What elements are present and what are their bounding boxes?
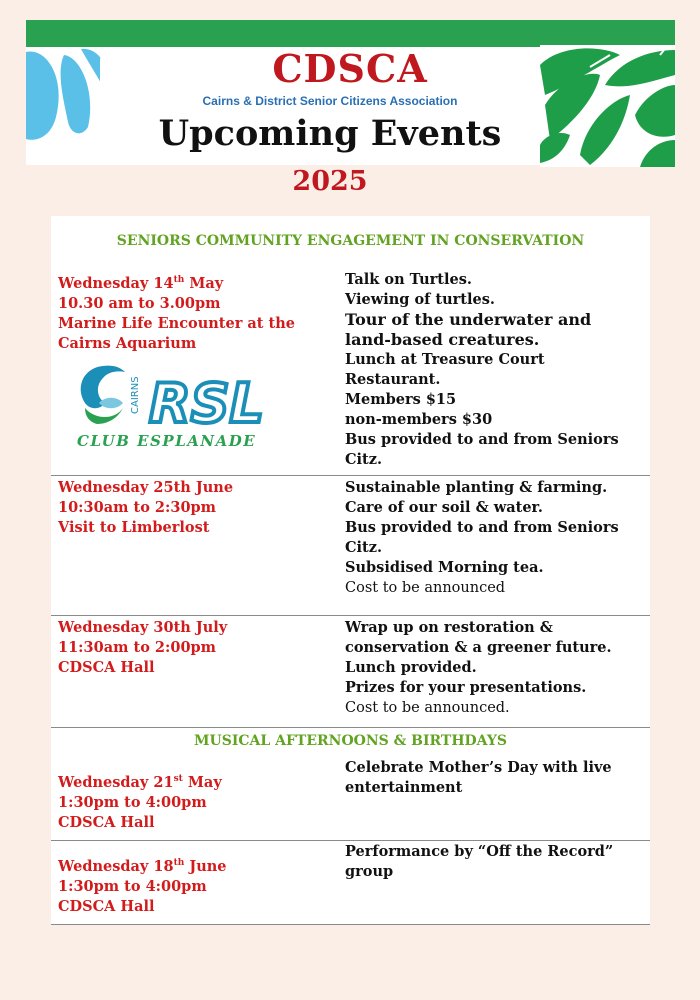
rsl-logo-caption: CLUB ESPLANADE xyxy=(77,432,257,450)
year-label: 2025 xyxy=(292,166,368,197)
rsl-logo-city: CAIRNS xyxy=(130,376,141,414)
rsl-logo-mark: RSL xyxy=(149,372,264,435)
event-4-details xyxy=(345,758,640,798)
event-2-day: Wednesday 25th June xyxy=(58,479,234,496)
event-5-time: 1:30pm to 4:00pm xyxy=(58,877,207,895)
event-2-time: 10:30am to 2:30pm xyxy=(58,499,217,516)
org-subtitle: Cairns & District Senior Citizens Association xyxy=(202,94,458,108)
detail-line: Lunch provided. xyxy=(345,659,477,676)
event-4-time: 1:30pm to 4:00pm xyxy=(58,793,207,811)
event-1-time: 10.30 am to 3.00pm xyxy=(58,294,221,312)
event-1-day: Wednesday 14th May xyxy=(58,274,224,292)
detail-line: Cost to be announced. xyxy=(345,700,510,716)
event-1-when xyxy=(58,270,338,354)
event-2-details xyxy=(345,478,640,598)
event-4-when xyxy=(58,769,338,833)
detail-line: Cost to be announced xyxy=(345,580,506,596)
event-3-location: CDSCA Hall xyxy=(58,659,155,676)
row-divider xyxy=(51,924,650,925)
event-3-time: 11:30am to 2:00pm xyxy=(58,639,217,656)
detail-line: Celebrate Mother’s Day with live entertainment xyxy=(345,759,612,796)
event-3-day: Wednesday 30th July xyxy=(58,619,228,636)
detail-line: Bus provided to and from Seniors Citz. xyxy=(345,519,619,556)
event-5-location: CDSCA Hall xyxy=(58,897,155,915)
event-5-when xyxy=(58,853,338,917)
detail-line: Tour of the underwater and land-based creatures. xyxy=(345,310,592,349)
event-1-details xyxy=(345,270,640,470)
section-title-conservation: SENIORS COMMUNITY ENGAGEMENT IN CONSERVATION xyxy=(116,233,585,249)
row-divider xyxy=(51,615,650,616)
event-2-when xyxy=(58,478,338,538)
detail-line: Sustainable planting & farming. Care of our soil & water. xyxy=(345,479,608,516)
event-4-location: CDSCA Hall xyxy=(58,813,155,831)
detail-line: Performance by “Off the Record” group xyxy=(345,843,614,880)
row-divider xyxy=(51,727,650,728)
event-4-day: Wednesday 21st May xyxy=(58,773,222,791)
org-title: CDSCA xyxy=(272,46,428,91)
event-5-details xyxy=(345,842,640,882)
detail-line: Lunch at Treasure Court Restaurant. xyxy=(345,351,545,388)
detail-line: Members $15 xyxy=(345,391,457,408)
row-divider xyxy=(51,475,650,476)
detail-line: Subsidised Morning tea. xyxy=(345,559,544,576)
event-2-location: Visit to Limberlost xyxy=(58,519,210,536)
event-3-details xyxy=(345,618,640,718)
page-heading: Upcoming Events xyxy=(158,113,502,154)
detail-line: Viewing of turtles. xyxy=(345,291,495,308)
detail-line: Wrap up on restoration & conservation & a greener future. xyxy=(345,619,612,656)
rsl-club-logo xyxy=(75,358,315,453)
section-title-musical: MUSICAL AFTERNOONS & BIRTHDAYS xyxy=(194,733,507,749)
detail-line: Prizes for your presentations. xyxy=(345,679,587,696)
event-5-day: Wednesday 18th June xyxy=(58,857,227,875)
detail-line: Talk on Turtles. xyxy=(345,271,472,288)
row-divider xyxy=(51,840,650,841)
event-3-when xyxy=(58,618,338,678)
event-1-location: Marine Life Encounter at the Cairns Aquarium xyxy=(58,314,296,352)
detail-line: non-members $30 xyxy=(345,411,493,428)
detail-line: Bus provided to and from Seniors Citz. xyxy=(345,431,619,468)
